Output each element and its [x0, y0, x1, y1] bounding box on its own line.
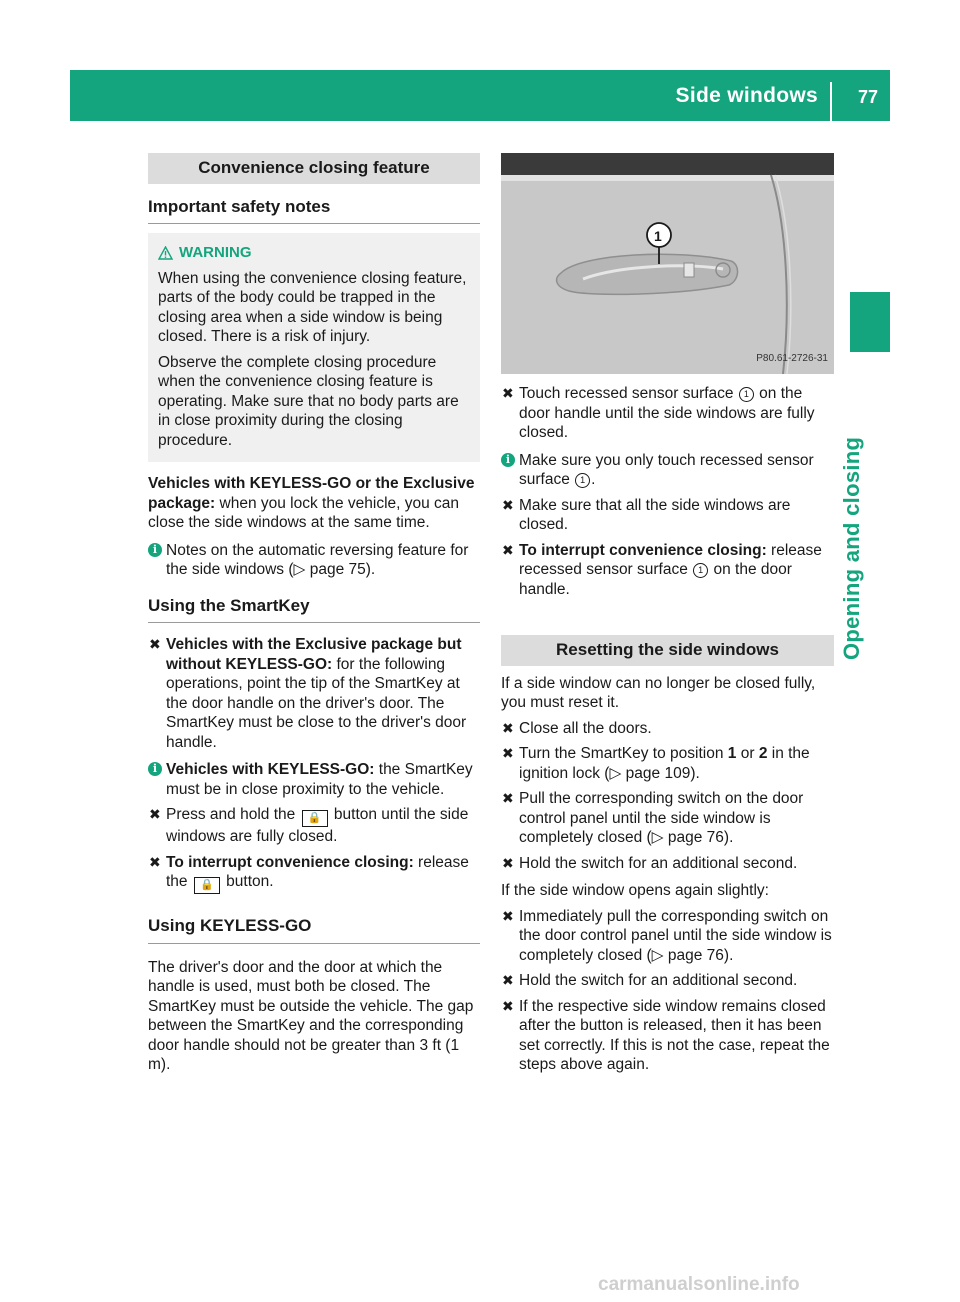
photo-callout-label: 1 [654, 228, 662, 244]
step-interrupt-sensor [501, 541, 834, 600]
warning-box [148, 233, 480, 462]
step-text: Hold the switch for an additional second. [519, 972, 798, 989]
reopen-step [501, 907, 834, 966]
keyless-paragraph [148, 474, 480, 533]
step-bold: To interrupt convenience closing: [519, 541, 767, 559]
step-text: Immediately pull the corresponding switch on the door control panel until the side window is completely closed (▷ page 76). [519, 907, 832, 964]
keyless-bold: Vehicles with KEYLESS-GO or the Exclusive package: [148, 475, 475, 512]
page-number: 77 [857, 87, 878, 107]
warning-label: WARNING [179, 244, 252, 261]
reopen-step [501, 971, 834, 991]
header-title: Side windows [675, 84, 818, 107]
info-note [148, 541, 480, 580]
position-1: 1 [727, 745, 737, 762]
warning-header [158, 243, 470, 263]
lock-button-icon: 🔒 [194, 877, 220, 894]
step-text: on the door handle until the side windows are fully closed. [519, 385, 815, 441]
safety-heading: Important safety notes [148, 197, 480, 225]
step-text: for the following operations, point the tip of the SmartKey at the door handle on the driver's door. The SmartKey must be close to the driver's door handle. [166, 655, 467, 751]
step-touch-sensor [501, 384, 834, 443]
door-handle-illustration [501, 153, 834, 374]
chapter-tab [850, 292, 890, 352]
door-handle-photo [501, 153, 834, 374]
chapter-label: Opening and closing [839, 436, 864, 660]
position-2: 2 [758, 745, 768, 762]
info-text: Make sure you only touch recessed sensor surface [519, 451, 814, 488]
step-arrow-icon: ✖ [502, 790, 514, 806]
section-title: Convenience closing feature [148, 153, 480, 184]
reopen-intro: If the side window opens again slightly: [501, 882, 769, 899]
lock-button-icon: 🔒 [302, 810, 328, 827]
keyless-heading: Using KEYLESS-GO [148, 916, 480, 944]
step-text: Press and hold the [166, 806, 296, 823]
step-text: button until the side windows are fully closed. [166, 806, 469, 845]
step-press-hold [148, 805, 480, 847]
info-text: . [591, 471, 596, 488]
step-text: release recessed sensor surface [519, 541, 822, 578]
right-column [501, 153, 834, 1075]
step-bold: Vehicles with the Exclusive package but without KEYLESS-GO: [166, 636, 462, 673]
step-bold: To interrupt convenience closing: [166, 853, 414, 871]
warning-text-1: When using the convenience closing feature, parts of the body could be trapped in the closing area when a side window is being closed. There is a risk of injury. [158, 269, 467, 345]
info-text: the SmartKey must be in close proximity to the vehicle. [166, 761, 473, 798]
step-arrow-icon: ✖ [502, 541, 514, 558]
info-icon: i [501, 453, 515, 467]
reset-step [501, 719, 834, 739]
step-text: Hold the switch for an additional second. [519, 854, 798, 872]
step-arrow-icon: ✖ [502, 496, 514, 513]
step-text: Close all the doors. [519, 719, 652, 737]
reset-step [501, 854, 834, 874]
step-arrow-icon: ✖ [149, 806, 161, 822]
step-arrow-icon: ✖ [502, 745, 514, 761]
info-bold: Vehicles with KEYLESS-GO: [166, 761, 375, 778]
info-touch [501, 451, 834, 490]
keyless-text-paragraph: The driver's door and the door at which the handle is used, must both be closed. The SmartKey must be outside the vehicle. The gap between the SmartKey and the corresponding door handle should not be greater than 3 ft (1 m). [148, 958, 474, 1073]
step-text: Make sure that all the side windows are closed. [519, 496, 791, 533]
step-interrupt [148, 853, 480, 895]
header-separator [830, 82, 832, 121]
reset-section-title: Resetting the side windows [501, 635, 834, 666]
smartkey-heading: Using the SmartKey [148, 596, 480, 624]
info-icon: i [148, 543, 162, 557]
reset-step [501, 744, 834, 783]
step-arrow-icon: ✖ [502, 907, 514, 924]
step-text: Pull the corresponding switch on the door control panel until the side window is completely closed (▷ page 76). [519, 790, 804, 846]
info-icon: i [148, 762, 162, 776]
step-arrow-icon: ✖ [502, 385, 514, 401]
left-column [148, 153, 480, 1075]
step-text: Touch recessed sensor surface [519, 385, 734, 402]
step-exclusive [148, 635, 480, 752]
step-text: on the door handle. [519, 561, 792, 598]
callout-1-icon: 1 [739, 387, 754, 402]
reopen-step [501, 997, 834, 1075]
step-arrow-icon: ✖ [502, 997, 514, 1014]
step-arrow-icon: ✖ [149, 636, 161, 652]
watermark-footer: carmanualsonline.info [598, 1274, 800, 1295]
step-all-closed [501, 496, 834, 535]
step-arrow-icon: ✖ [502, 972, 514, 988]
warning-triangle-icon [158, 246, 173, 260]
keyless-text: when you lock the vehicle, you can close the side windows at the same time. [148, 494, 460, 531]
step-text: or [736, 745, 759, 762]
step-text: release the [166, 853, 469, 890]
photo-reference: P80.61-2726-31 [756, 352, 828, 364]
warning-text-2: Observe the complete closing procedure when the convenience closing feature is operating. Make sure that no body parts are in close proximity during the closing procedure. [158, 353, 459, 449]
step-text: in the ignition lock (▷ page 109). [519, 745, 810, 782]
callout-1-icon: 1 [575, 473, 590, 488]
step-text: Turn the SmartKey to position [519, 745, 728, 762]
info-note-text: Notes on the automatic reversing feature for the side windows (▷ page 75). [166, 541, 469, 578]
step-arrow-icon: ✖ [502, 719, 514, 736]
header-bar [70, 70, 890, 121]
reset-step [501, 789, 834, 848]
info-keyless [148, 760, 480, 799]
step-text: If the respective side window remains closed after the button is released, then it has been set correctly. If this is not the case, repeat the steps above again. [519, 997, 830, 1073]
callout-1-icon: 1 [693, 563, 708, 578]
step-text: button. [221, 873, 274, 890]
reset-intro: If a side window can no longer be closed fully, you must reset it. [501, 674, 816, 711]
step-arrow-icon: ✖ [149, 853, 161, 870]
step-arrow-icon: ✖ [502, 854, 514, 871]
